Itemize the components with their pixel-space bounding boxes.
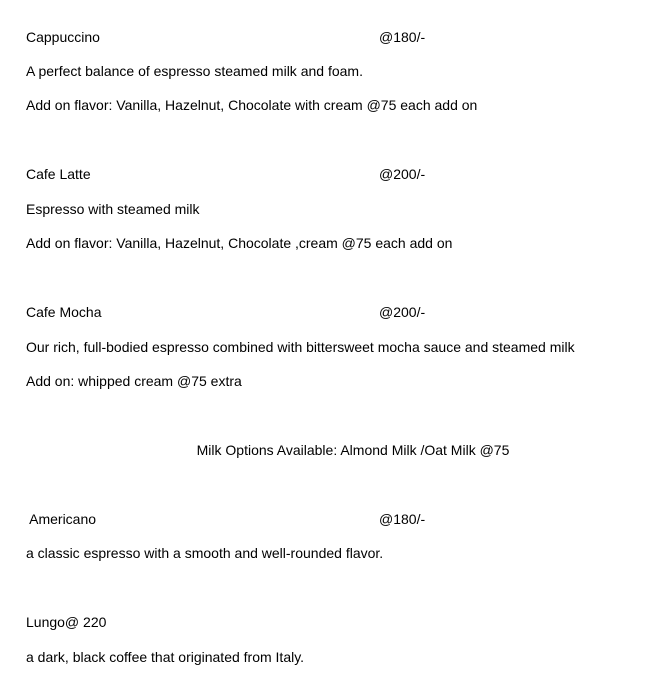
cappuccino-price: @180/-	[379, 29, 426, 45]
cafe-latte-description: Espresso with steamed milk	[26, 201, 200, 217]
americano-description: a classic espresso with a smooth and well-rounded flavor.	[26, 545, 384, 561]
cafe-latte-addon: Add on flavor: Vanilla, Hazelnut, Chocolate ,cream @75 each add on	[26, 235, 453, 251]
cappuccino-addon: Add on flavor: Vanilla, Hazelnut, Chocolate with cream @75 each add on	[26, 97, 478, 113]
lungo-name: Lungo@ 220	[26, 614, 107, 630]
cafe-latte-price: @200/-	[379, 166, 426, 182]
cafe-mocha-price: @200/-	[379, 304, 426, 320]
lungo-description: a dark, black coffee that originated from Italy.	[26, 649, 305, 665]
cappuccino-name: Cappuccino	[26, 29, 100, 45]
cafe-mocha-addon: Add on: whipped cream @75 extra	[26, 373, 242, 389]
cafe-mocha-name: Cafe Mocha	[26, 304, 102, 320]
cafe-mocha-description: Our rich, full-bodied espresso combined with bittersweet mocha sauce and steamed milk	[26, 339, 575, 355]
milk-options-note: Milk Options Available: Almond Milk /Oat Milk @75	[196, 442, 510, 458]
cappuccino-description: A perfect balance of espresso steamed milk and foam.	[26, 63, 363, 79]
americano-price: @180/-	[379, 511, 426, 527]
americano-name: Americano	[26, 511, 97, 527]
cafe-latte-name: Cafe Latte	[26, 166, 91, 182]
